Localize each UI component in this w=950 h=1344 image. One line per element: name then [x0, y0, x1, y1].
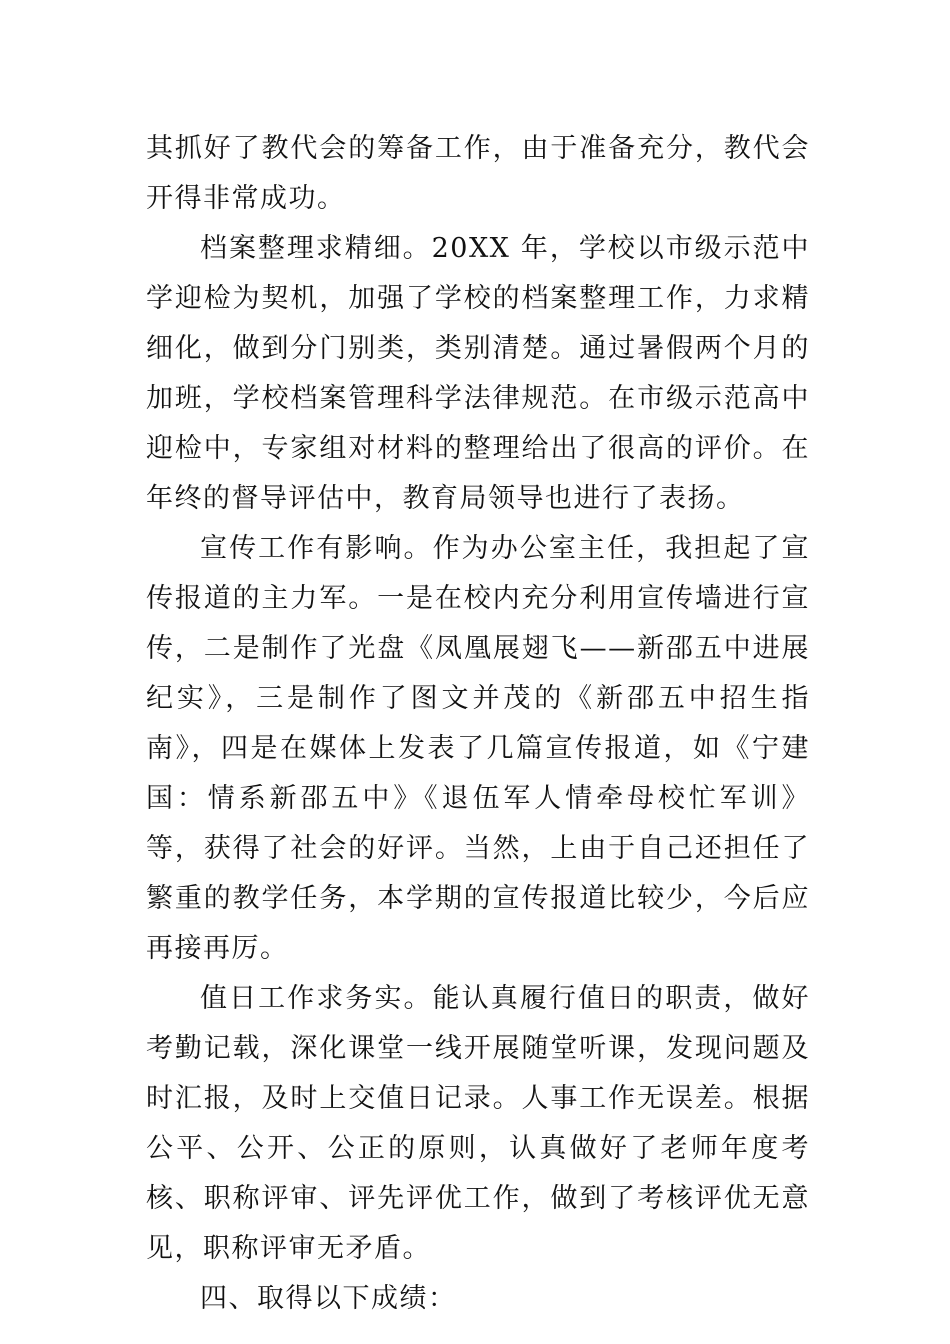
document-body: [146, 124, 810, 1324]
paragraph-archive-management: 档案整理求精细。20XX 年，学校以市级示范中学迎检为契机，加强了学校的档案整理工作，力求精细化，做到分门别类，类别清楚。通过暑假两个月的加班，学校档案管理科学法律规范。在市级示范高中迎检中，专家组对材料的整理给出了很高的评价。在年终的督导评估中，教育局领导也进行了表扬。: [146, 233, 810, 514]
section-heading-achievements: 四、取得以下成绩：: [200, 1283, 457, 1314]
paragraph-duty-work: 值日工作求务实。能认真履行值日的职责，做好考勤记载，深化课堂一线开展随堂听课，发现问题及时汇报，及时上交值日记录。人事工作无误差。根据公平、公开、公正的原则，认真做好了老师年度考核、职称评审、评先评优工作，做到了考核评优无意见，职称评审无矛盾。: [146, 983, 810, 1264]
paragraph-publicity-work: 宣传工作有影响。作为办公室主任，我担起了宣传报道的主力军。一是在校内充分利用宣传墙进行宣传，二是制作了光盘《凤凰展翅飞——新邵五中进展纪实》，三是制作了图文并茂的《新邵五中招生指南》，四是在媒体上发表了几篇宣传报道，如《宁建国：情系新邵五中》《退伍军人情牵母校忙军训》等，获得了社会的好评。当然，上由于自己还担任了繁重的教学任务，本学期的宣传报道比较少，今后应再接再厉。: [146, 533, 810, 964]
paragraph-continuation: 其抓好了教代会的筹备工作，由于准备充分，教代会开得非常成功。: [146, 133, 810, 214]
